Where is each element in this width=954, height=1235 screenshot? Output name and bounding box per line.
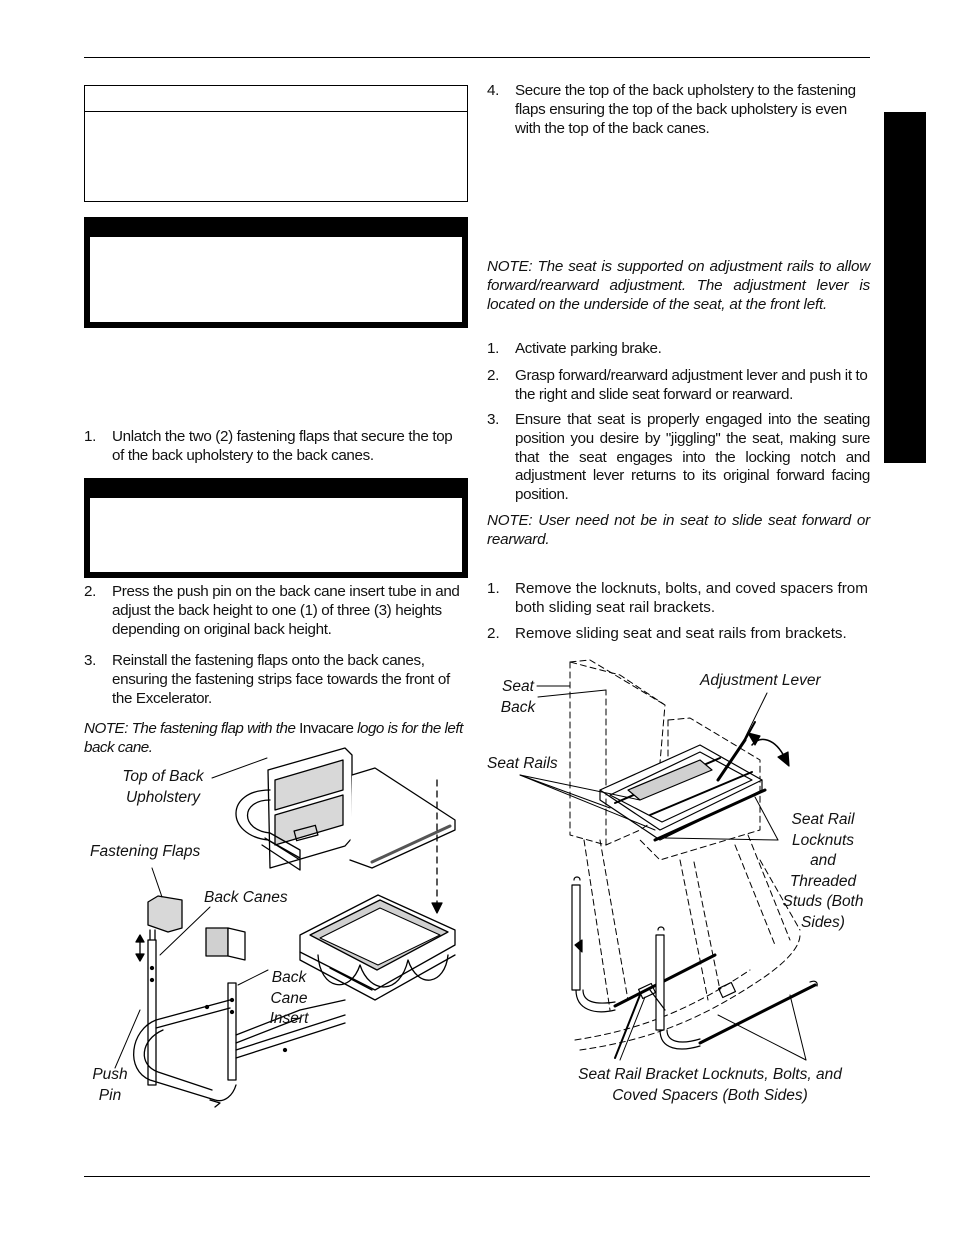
label-back-cane-insert: Back Cane Insert <box>269 969 309 1028</box>
step-number: 2. <box>487 367 499 384</box>
step-number: 2. <box>487 625 500 642</box>
label-top-of-back-upholstery: Top of Back Upholstery <box>122 768 204 806</box>
step-number: 4. <box>487 82 499 99</box>
step-text: Press the push pin on the back cane insert tube in and adjust the back height to one (1) of three (3) heights depending on original back height. <box>112 583 460 638</box>
right-note-2: NOTE: User need not be in seat to slide seat forward or rearward. <box>487 512 870 548</box>
label-bracket-hardware: Seat Rail Bracket Locknuts, Bolts, and Coved Spacers (Both Sides) <box>578 1066 842 1104</box>
label-seat-rails: Seat Rails <box>487 755 558 772</box>
step-text: Remove the locknuts, bolts, and coved spacers from both sliding seat rail brackets. <box>515 580 868 616</box>
label-adjustment-lever: Adjustment Lever <box>700 672 821 689</box>
right-note-1: NOTE: The seat is supported on adjustment rails to allow forward/rearward adjustment. The adjustment lever is located on the underside of the seat, at the front left. <box>487 258 870 313</box>
step-text: Remove sliding seat and seat rails from brackets. <box>515 625 847 642</box>
step-number: 1. <box>84 428 96 445</box>
brand-name: Invacare <box>299 720 354 737</box>
step-text: Ensure that seat is properly engaged into the seating position you desire by "jiggling" the seat, making sure that the seat engages into the locking notch and adjustment lever returns to its original forward facing position. <box>515 411 870 504</box>
step-number: 1. <box>487 580 500 597</box>
label-seat-rail-locknuts: Seat Rail Locknuts and Threaded Studs (Both Sides) <box>782 811 864 931</box>
step-text: Reinstall the fastening flaps onto the back canes, ensuring the fastening strips face towards the front of the Excelerator. <box>112 652 450 707</box>
step-number: 2. <box>84 583 96 600</box>
left-note: NOTE: The fastening flap with the Invacare logo is for the left back cane. <box>84 720 463 756</box>
step-number: 3. <box>84 652 96 669</box>
label-back-canes: Back Canes <box>204 889 288 906</box>
step-text: Unlatch the two (2) fastening flaps that secure the top of the back upholstery to the back canes. <box>112 428 453 464</box>
step-number: 3. <box>487 411 499 428</box>
step-text: Grasp forward/rearward adjustment lever and push it to the right and slide seat forward or rearward. <box>515 367 868 403</box>
step-text: Secure the top of the back upholstery to the fastening flaps ensuring the top of the back upholstery is even with the top of the back canes. <box>515 82 856 137</box>
step-text: Activate parking brake. <box>515 340 662 357</box>
step-number: 1. <box>487 340 499 357</box>
label-seat-back: Seat Back <box>500 678 536 716</box>
label-fastening-flaps: Fastening Flaps <box>90 843 201 860</box>
label-push-pin: Push Pin <box>92 1066 128 1104</box>
